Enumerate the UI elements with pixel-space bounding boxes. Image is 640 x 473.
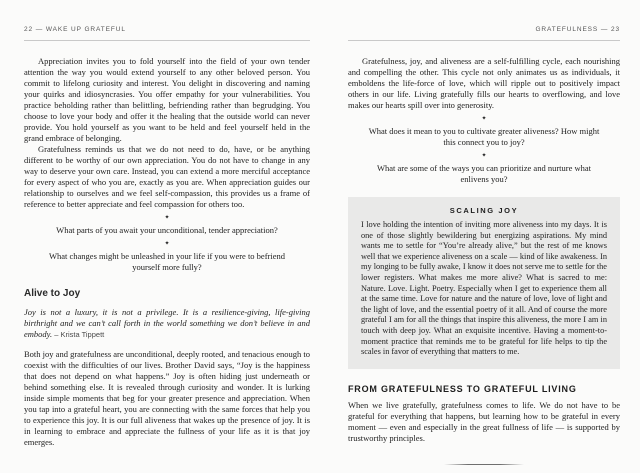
- section-heading: FROM GRATEFULNESS TO GRATEFUL LIVING: [348, 383, 577, 394]
- section-ornament-icon: ✦: [164, 215, 170, 221]
- header-rule-left: [24, 40, 310, 41]
- paragraph: Gratefulness, joy, and aliveness are a self-fulfilling cycle, each nourishing and compelling the other. This cycle not only animates us as individuals, it emboldens the life-force of love, which will ripple out to positively impact others in our life. Living gratefully fills our hearts to overflowing, and love makes our hearts spill over into generosity.: [348, 56, 620, 110]
- section-ornament-icon: ✦: [164, 241, 170, 247]
- section-end-rule: [444, 464, 524, 465]
- section-ornament-icon: ✦: [481, 116, 487, 122]
- page-left: [24, 26, 310, 448]
- quote-text: Joy is not a luxury, it is not a privilege. It is a resilience-giving, life-giving birthright and we can’t call forth in the world something we don’t believe in and embody.: [24, 307, 310, 339]
- callout-box: [348, 197, 620, 369]
- section-ornament-icon: ✦: [481, 153, 487, 159]
- page-left-body: [24, 56, 310, 448]
- callout-text: I love holding the intention of inviting more aliveness into my days. It is one of those slightly bewildering but energizing aspirations. My mind wants me to settle for “You’re already alive,” but the rest of me knows well that we experience aliveness on a scale — kind of like awakeness. In my longing to be fully awake, I know it does not serve me to settle for the lower registers. What makes me more alive? What is sacred to me: Nature. Love. Light. Poetry. Especially when I get to experience them all at the same time. Love for nature and the nature of love, love of light and the light of love, and the essential poetry of it all. And of course the more grateful I am for all the things that inspire this aliveness, the more I am in touch with deep joy. What an exquisite incentive. Having a moment-to-moment practice that reminds me to be grateful for life helps to tip the scales in favor of everything that matters to me.: [361, 220, 607, 357]
- quote-attribution: – Krista Tippett: [54, 330, 105, 339]
- paragraph: Appreciation invites you to fold yourself into the field of your own tender attention the way you would extend yourself to any other beloved person. You commit to lifelong curiosity and interest. You delight in discovering and naming your quirks and idiosyncrasies. You offer empathy for your vulnerabilities. You practice beholding rather than belittling, befriending rather than begrudging. You choose to love your body and offer it the healing that the outside world can never provide. You hold yourself as you want to be held and feel yourself held in the grand embrace of belonging.: [24, 56, 310, 143]
- epigraph-quote: [24, 307, 310, 340]
- running-head-left: 22 — WAKE UP GRATEFUL: [24, 26, 126, 33]
- reflection-question: What does it mean to you to cultivate greater aliveness? How might this connect you to joy?: [368, 126, 600, 147]
- reflection-question: What are some of the ways you can prioritize and nurture what enlivens you?: [376, 163, 592, 184]
- paragraph: Both joy and gratefulness are unconditional, deeply rooted, and tenacious enough to coexist with the difficulties of our lives. Brother David says, “Joy is the happiness that does not depend on what happens.” Joy is often hiding just underneath or behind something else. It is revealed through curiosity and wonder. It is lurking inside simple moments that beg for your greater presence and appreciation. When you tap into a grateful heart, you are connecting with the same forces that help you to experience this joy. It is our full aliveness that wakes up the presence of joy. It is in learning to embrace and appreciate the fullness of your life as it is that joy emerges.: [24, 349, 310, 447]
- running-head-right: GRATEFULNESS — 23: [535, 26, 620, 33]
- reflection-question: What parts of you await your unconditional, tender appreciation?: [56, 225, 278, 235]
- paragraph: When we live gratefully, gratefulness comes to life. We do not have to be grateful for everything that happens, but learning how to be grateful in every moment — even and especially in the great fullness of life — is supported by trustworthy principles.: [348, 399, 620, 443]
- callout-heading: SCALING JOY: [449, 206, 519, 215]
- paragraph: Gratefulness reminds us that we do not need to do, have, or be anything different to be worthy of our own appreciation. You do not have to change in any way to deserve your own care. Instead, you can extend a more merciful acceptance for every aspect of who you are, exactly as you are. When appreciation guides our relationship to ourselves and we feel self-compassion, this provides us a frame of reference to better appreciate and feel compassion for others too.: [24, 144, 310, 209]
- page-right-body: [348, 56, 620, 465]
- header-rule-right: [348, 40, 620, 41]
- page-right: [348, 26, 620, 465]
- section-heading: Alive to Joy: [24, 288, 81, 299]
- reflection-question: What changes might be unleashed in your life if you were to befriend yourself more fully?: [48, 251, 286, 272]
